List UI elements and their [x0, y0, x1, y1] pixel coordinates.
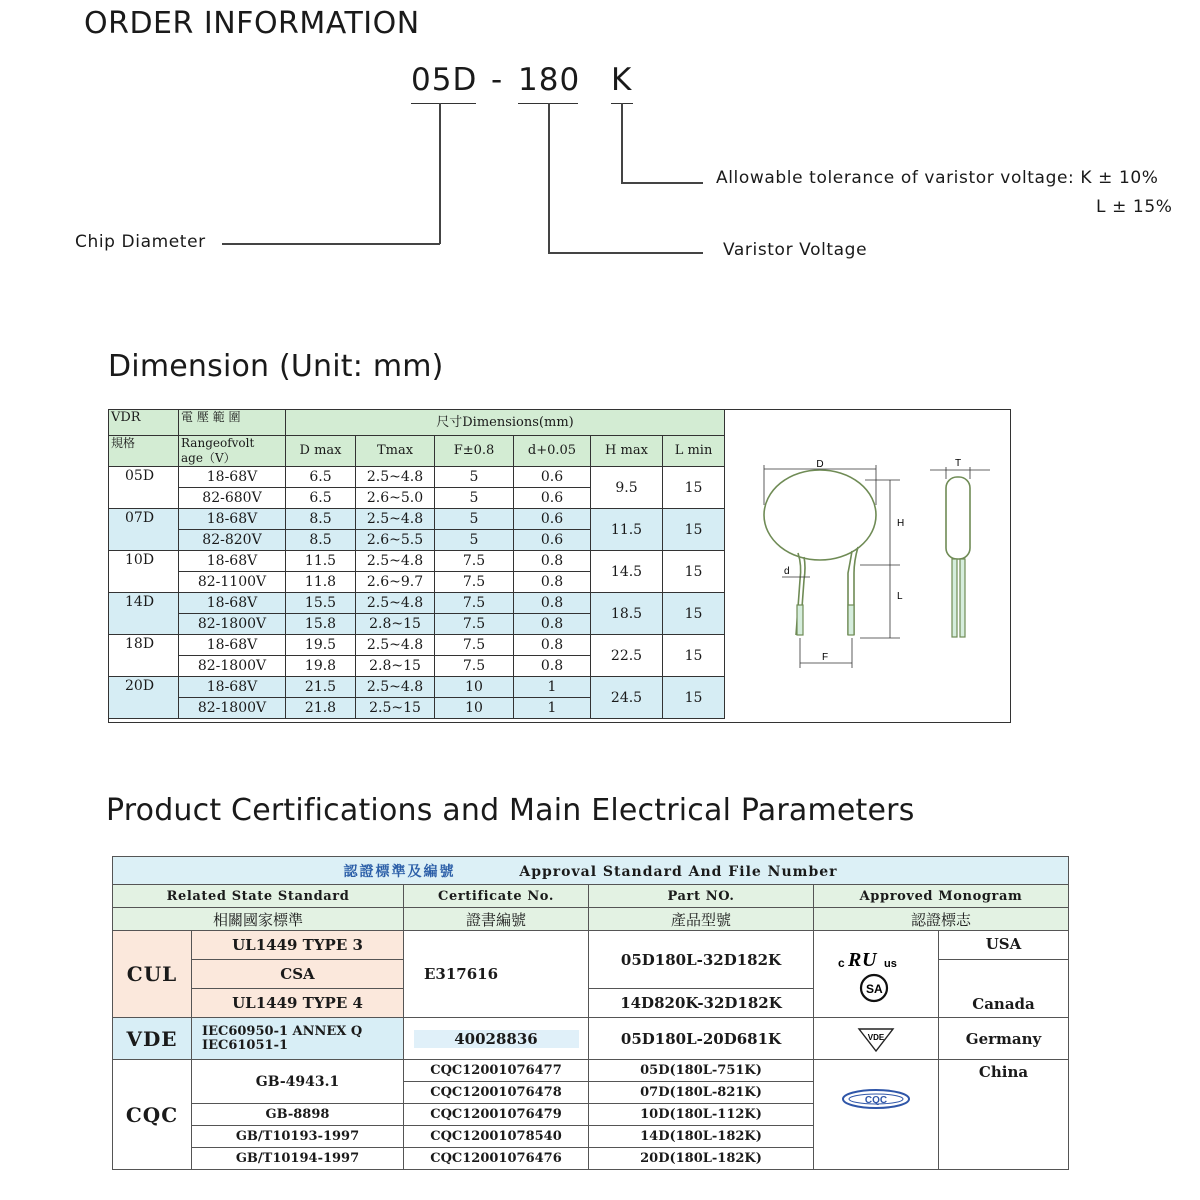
- f-value-cell: 7.5: [435, 551, 514, 572]
- d-max-cell: 8.5: [286, 530, 356, 551]
- voltage-range-cell: 82-1800V: [179, 656, 286, 677]
- cqc-part: 05D(180L-751K): [589, 1060, 814, 1082]
- vde-certificate-value: 40028836: [414, 1030, 579, 1048]
- ul-mark-r: R: [848, 949, 862, 971]
- cqc-name: CQC: [113, 1060, 192, 1170]
- cqc-standard: GB/T10193-1997: [192, 1126, 404, 1148]
- vde-logo: [856, 1025, 896, 1053]
- d-max-cell: 19.8: [286, 656, 356, 677]
- tolerance-l-label: L ± 15%: [1096, 197, 1173, 217]
- d-max-cell: 21.5: [286, 677, 356, 698]
- voltage-range-cell: 18-68V: [179, 635, 286, 656]
- cul-part-1: 05D180L-32D182K: [589, 931, 814, 989]
- col-related-standard-cn: 相關國家標準: [113, 908, 404, 931]
- diagram-label-f: F: [822, 652, 829, 663]
- f-value-cell: 7.5: [435, 593, 514, 614]
- header-dmax: D max: [286, 436, 356, 467]
- dimension-row: [109, 593, 725, 614]
- cqc-mark-text: CQC: [864, 1095, 888, 1106]
- d-max-cell: 6.5: [286, 488, 356, 509]
- d-value-cell: 0.8: [514, 656, 591, 677]
- d-value-cell: 0.6: [514, 467, 591, 488]
- voltage-range-cell: 82-820V: [179, 530, 286, 551]
- voltage-range-cell: 82-1100V: [179, 572, 286, 593]
- voltage-range-cell: 82-1800V: [179, 614, 286, 635]
- f-value-cell: 10: [435, 677, 514, 698]
- d-max-cell: 6.5: [286, 467, 356, 488]
- header-tmax: Tmax: [356, 436, 435, 467]
- vde-country: Germany: [939, 1018, 1069, 1060]
- chip-leader-horizontal: [222, 243, 440, 245]
- t-max-cell: 2.5~4.8: [356, 677, 435, 698]
- col-certificate-no: Certificate No.: [404, 885, 589, 908]
- t-max-cell: 2.5~15: [356, 698, 435, 719]
- diagram-label-d: D: [816, 459, 824, 470]
- col-part-no: Part NO.: [589, 885, 814, 908]
- t-max-cell: 2.5~4.8: [356, 551, 435, 572]
- l-min-cell: 15: [663, 467, 725, 509]
- t-max-cell: 2.6~9.7: [356, 572, 435, 593]
- vdr-cell: 05D: [109, 467, 179, 509]
- voltage-range-cell: 18-68V: [179, 509, 286, 530]
- d-value-cell: 0.8: [514, 593, 591, 614]
- d-value-cell: 0.6: [514, 530, 591, 551]
- certification-table: [112, 856, 1069, 1170]
- f-value-cell: 5: [435, 467, 514, 488]
- col-approved-monogram: Approved Monogram: [814, 885, 1069, 908]
- code-tolerance: K: [611, 62, 633, 98]
- t-max-cell: 2.6~5.5: [356, 530, 435, 551]
- header-vdr: [109, 410, 179, 436]
- l-min-cell: 15: [663, 677, 725, 719]
- cul-country-2: Canada: [939, 960, 1069, 1018]
- h-max-cell: 9.5: [591, 467, 663, 509]
- header-spec-cn: 規格: [109, 436, 179, 467]
- voltage-range-cell: 82-680V: [179, 488, 286, 509]
- cqc-logo: [841, 1088, 911, 1110]
- t-max-cell: 2.8~15: [356, 614, 435, 635]
- dimension-table: [108, 409, 725, 719]
- tolerance-leader-horizontal: [621, 182, 703, 184]
- cul-certificate: E317616: [404, 931, 589, 1018]
- cqc-part: 10D(180L-112K): [589, 1104, 814, 1126]
- dimension-row: [109, 677, 725, 698]
- ul-mark-us: us: [884, 958, 897, 970]
- cqc-certificate: CQC12001076478: [404, 1082, 589, 1104]
- lead-right-tip: [848, 605, 854, 635]
- d-max-cell: 11.5: [286, 551, 356, 572]
- voltage-leader-horizontal: [548, 252, 703, 254]
- code-diameter-underline: [411, 103, 476, 104]
- cul-standard-3: UL1449 TYPE 4: [192, 989, 404, 1018]
- voltage-range-cell: 18-68V: [179, 467, 286, 488]
- t-max-cell: 2.5~4.8: [356, 509, 435, 530]
- d-value-cell: 0.8: [514, 635, 591, 656]
- varistor-dimension-diagram: [760, 455, 1005, 685]
- cqc-standard: GB-8898: [192, 1104, 404, 1126]
- vde-standard-2: IEC61051-1: [202, 1037, 289, 1053]
- header-range-cn: [179, 410, 286, 436]
- voltage-leader-vertical: [548, 103, 550, 253]
- vdr-cell: 20D: [109, 677, 179, 719]
- cul-country-1: USA: [939, 931, 1069, 960]
- cqc-part: 14D(180L-182K): [589, 1126, 814, 1148]
- code-voltage: 180: [518, 62, 581, 98]
- d-value-cell: 1: [514, 698, 591, 719]
- d-value-cell: 0.8: [514, 551, 591, 572]
- ul-mark-c: c: [838, 956, 845, 970]
- cqc-certificate: CQC12001076479: [404, 1104, 589, 1126]
- lead-left-tip: [797, 605, 803, 635]
- vdr-cell: 14D: [109, 593, 179, 635]
- cqc-row: [113, 1060, 1069, 1082]
- f-value-cell: 7.5: [435, 614, 514, 635]
- h-max-cell: 14.5: [591, 551, 663, 593]
- dimension-row: [109, 467, 725, 488]
- d-value-cell: 0.8: [514, 614, 591, 635]
- vde-standard-1: IEC60950-1 ANNEX Q: [202, 1023, 363, 1039]
- side-view-body: [946, 477, 970, 559]
- l-min-cell: 15: [663, 551, 725, 593]
- vdr-cell: 10D: [109, 551, 179, 593]
- vde-name: VDE: [113, 1018, 192, 1060]
- d-value-cell: 1: [514, 677, 591, 698]
- cqc-mark-cell: [814, 1060, 939, 1170]
- side-lead-left: [952, 559, 957, 637]
- voltage-range-cell: 82-1800V: [179, 698, 286, 719]
- header-range-cn-text: 電 壓 範 圍: [181, 410, 241, 424]
- header-dimensions: 尺寸Dimensions(mm): [286, 410, 725, 436]
- f-value-cell: 7.5: [435, 656, 514, 677]
- dimension-title: Dimension (Unit: mm): [108, 349, 444, 384]
- diagram-label-small-d: d: [784, 566, 790, 577]
- d-max-cell: 11.8: [286, 572, 356, 593]
- d-value-cell: 0.6: [514, 509, 591, 530]
- h-max-cell: 22.5: [591, 635, 663, 677]
- t-max-cell: 2.6~5.0: [356, 488, 435, 509]
- cqc-part: 07D(180L-821K): [589, 1082, 814, 1104]
- cqc-standard: GB/T10194-1997: [192, 1148, 404, 1170]
- h-max-cell: 18.5: [591, 593, 663, 635]
- cqc-certificate: CQC12001076477: [404, 1060, 589, 1082]
- vde-mark-cell: [814, 1018, 939, 1060]
- vde-standards: [192, 1018, 404, 1060]
- header-vdr-text: VDR: [111, 410, 141, 425]
- f-value-cell: 5: [435, 488, 514, 509]
- varistor-voltage-label: Varistor Voltage: [723, 240, 868, 260]
- code-diameter: 05D: [411, 62, 478, 98]
- t-max-cell: 2.5~4.8: [356, 467, 435, 488]
- csa-mark-text: SA: [866, 982, 883, 996]
- header-range-en: [179, 436, 286, 467]
- vdr-cell: 07D: [109, 509, 179, 551]
- header-hmax: H max: [591, 436, 663, 467]
- col-certificate-no-cn: 證書編號: [404, 908, 589, 931]
- diagram-label-t: T: [955, 458, 962, 469]
- h-max-cell: 24.5: [591, 677, 663, 719]
- col-related-standard: Related State Standard: [113, 885, 404, 908]
- t-max-cell: 2.8~15: [356, 656, 435, 677]
- d-max-cell: 15.5: [286, 593, 356, 614]
- header-lmin: L min: [663, 436, 725, 467]
- voltage-range-cell: 18-68V: [179, 593, 286, 614]
- cul-standard-1: UL1449 TYPE 3: [192, 931, 404, 960]
- l-min-cell: 15: [663, 635, 725, 677]
- f-value-cell: 5: [435, 530, 514, 551]
- approval-header-en: Approval Standard And File Number: [519, 863, 838, 880]
- order-information-title: ORDER INFORMATION: [84, 6, 420, 41]
- tolerance-label: Allowable tolerance of varistor voltage: K ± 10%: [716, 168, 1159, 188]
- col-part-no-cn: 產品型號: [589, 908, 814, 931]
- approval-header-cn: 認證標準及編號: [343, 863, 456, 880]
- vde-mark-text: VDE: [867, 1032, 885, 1042]
- header-range-en-2: age（V）: [181, 451, 236, 465]
- header-d: d+0.05: [514, 436, 591, 467]
- l-min-cell: 15: [663, 509, 725, 551]
- t-max-cell: 2.5~4.8: [356, 593, 435, 614]
- ul-mark-u: U: [862, 949, 877, 971]
- cul-standard-2: CSA: [192, 960, 404, 989]
- col-approved-monogram-cn: 認證標志: [814, 908, 1069, 931]
- diagram-label-l: L: [897, 591, 903, 602]
- d-max-cell: 8.5: [286, 509, 356, 530]
- header-f: F±0.8: [435, 436, 514, 467]
- cul-name: CUL: [113, 931, 192, 1018]
- disc-body: [764, 470, 876, 560]
- dimension-row: [109, 509, 725, 530]
- ul-csa-logo: [836, 943, 916, 1005]
- cul-part-2: 14D820K-32D182K: [589, 989, 814, 1018]
- h-max-cell: 11.5: [591, 509, 663, 551]
- certification-title: Product Certifications and Main Electrical Parameters: [106, 793, 915, 828]
- diagram-label-h: H: [897, 518, 905, 529]
- cul-marks: [814, 931, 939, 1018]
- d-max-cell: 15.8: [286, 614, 356, 635]
- vde-certificate: [404, 1018, 589, 1060]
- chip-leader-vertical: [439, 103, 441, 244]
- voltage-range-cell: 18-68V: [179, 677, 286, 698]
- cqc-part: 20D(180L-182K): [589, 1148, 814, 1170]
- dimension-row: [109, 551, 725, 572]
- vde-part: 05D180L-20D681K: [589, 1018, 814, 1060]
- tolerance-leader-vertical: [621, 103, 623, 183]
- f-value-cell: 7.5: [435, 635, 514, 656]
- f-value-cell: 10: [435, 698, 514, 719]
- l-min-cell: 15: [663, 593, 725, 635]
- cqc-standard: GB-4943.1: [192, 1060, 404, 1104]
- dimension-row: [109, 635, 725, 656]
- d-max-cell: 21.8: [286, 698, 356, 719]
- cqc-certificate: CQC12001078540: [404, 1126, 589, 1148]
- f-value-cell: 7.5: [435, 572, 514, 593]
- f-value-cell: 5: [435, 509, 514, 530]
- d-value-cell: 0.6: [514, 488, 591, 509]
- voltage-range-cell: 18-68V: [179, 551, 286, 572]
- d-max-cell: 19.5: [286, 635, 356, 656]
- d-value-cell: 0.8: [514, 572, 591, 593]
- code-dash: -: [491, 62, 504, 98]
- cqc-country: China: [939, 1060, 1069, 1170]
- approval-header: [113, 857, 1069, 885]
- t-max-cell: 2.5~4.8: [356, 635, 435, 656]
- header-range-en-1: Rangeofvolt: [181, 436, 255, 450]
- side-lead-right: [960, 559, 965, 637]
- cqc-certificate: CQC12001076476: [404, 1148, 589, 1170]
- vdr-cell: 18D: [109, 635, 179, 677]
- chip-diameter-label: Chip Diameter: [75, 232, 206, 252]
